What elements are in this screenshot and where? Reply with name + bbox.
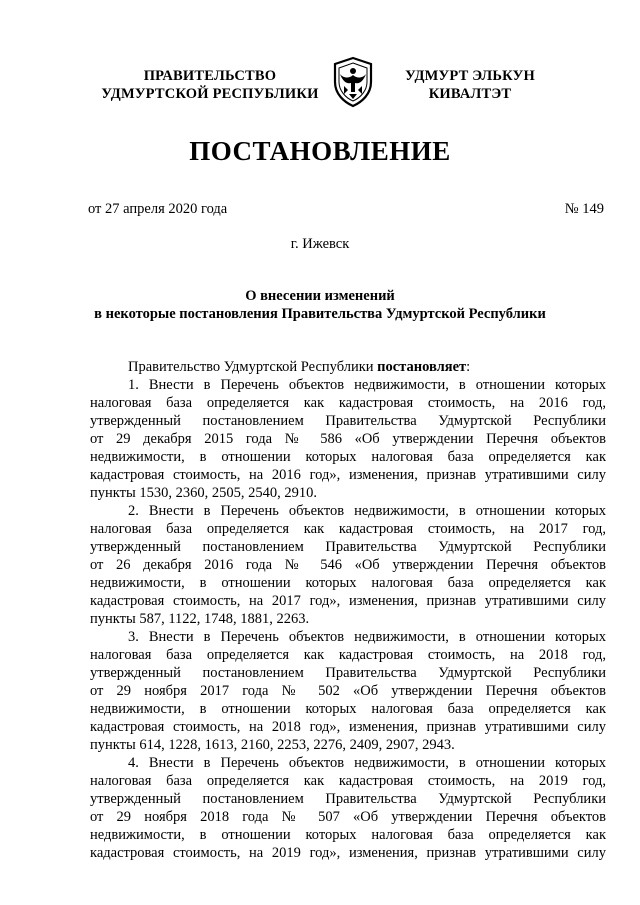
items-container [90, 376, 606, 862]
paragraph-line: утвержденный постановлением Правительства Удмуртской Республики [90, 791, 606, 807]
paragraph-line: кадастровая стоимость, на 2017 год», изменения, признав утратившими силу [90, 593, 606, 609]
paragraph-line: пункты 587, 1122, 1748, 1881, 2263. [90, 611, 310, 627]
title-line: в некоторые постановления Правительства Удмуртской Республики [94, 306, 546, 322]
paragraph-line: утвержденный постановлением Правительства Удмуртской Республики [90, 539, 606, 555]
paragraph-line: налоговая база определяется как кадастровая стоимость, на 2016 год, [90, 395, 606, 411]
intro-paragraph [90, 358, 606, 376]
document-type: ПОСТАНОВЛЕНИЕ [189, 136, 451, 166]
document-title [0, 287, 640, 323]
paragraph-line: 3. Внести в Перечень объектов недвижимости, в отношении которых [128, 629, 606, 645]
paragraph-line: 4. Внести в Перечень объектов недвижимости, в отношении которых [128, 755, 606, 771]
intro-text: Правительство Удмуртской Республики [128, 359, 378, 375]
item-paragraph-1 [90, 376, 606, 502]
document-body [90, 358, 606, 862]
paragraph-line: недвижимости, в отношении которых налоговая база определяется как [90, 575, 606, 591]
paragraph-line: налоговая база определяется как кадастровая стоимость, на 2019 год, [90, 773, 606, 789]
paragraph-line: кадастровая стоимость, на 2019 год», изменения, признав утратившими силу [90, 845, 606, 861]
document-number: № 149 [564, 201, 604, 217]
title-line: О внесении изменений [245, 288, 395, 304]
org-name-line: КИВАЛТЭТ [428, 86, 512, 102]
org-name-line: УДМУРТСКОЙ РЕСПУБЛИКИ [101, 86, 319, 102]
paragraph-line: недвижимости, в отношении которых налоговая база определяется как [90, 827, 606, 843]
paragraph-line: от 29 ноября 2017 года № 502 «Об утверждении Перечня объектов [90, 683, 606, 699]
paragraph-line: налоговая база определяется как кадастровая стоимость, на 2018 год, [90, 647, 606, 663]
item-paragraph-2 [90, 502, 606, 628]
paragraph-line: недвижимости, в отношении которых налоговая база определяется как [90, 701, 606, 717]
paragraph-line: утвержденный постановлением Правительства Удмуртской Республики [90, 665, 606, 681]
paragraph-line: недвижимости, в отношении которых налоговая база определяется как [90, 449, 606, 465]
paragraph-line: кадастровая стоимость, на 2018 год», изменения, признав утратившими силу [90, 719, 606, 735]
org-name-russian [80, 67, 340, 103]
org-name-line: УДМУРТ ЭЛЬКУН [405, 68, 535, 84]
paragraph-line: от 26 декабря 2016 года № 546 «Об утверждении Перечня объектов [90, 557, 606, 573]
document-city: г. Ижевск [290, 236, 350, 252]
paragraph-line: пункты 614, 1228, 1613, 2160, 2253, 2276, 2409, 2907, 2943. [90, 737, 455, 753]
paragraph-line: от 29 декабря 2015 года № 586 «Об утверждении Перечня объектов [90, 431, 606, 447]
paragraph-line: налоговая база определяется как кадастровая стоимость, на 2017 год, [90, 521, 606, 537]
item-paragraph-3 [90, 628, 606, 754]
intro-bold-word: постановляет [377, 359, 467, 375]
paragraph-line: 2. Внести в Перечень объектов недвижимости, в отношении которых [128, 503, 606, 519]
paragraph-line: 1. Внести в Перечень объектов недвижимости, в отношении которых [128, 377, 606, 393]
document-date: от 27 апреля 2020 года [88, 201, 228, 217]
item-paragraph-4 [90, 754, 606, 862]
coat-of-arms-icon [331, 56, 375, 108]
paragraph-line: от 29 ноября 2018 года № 507 «Об утверждении Перечня объектов [90, 809, 606, 825]
paragraph-line: кадастровая стоимость, на 2016 год», изменения, признав утратившими силу [90, 467, 606, 483]
paragraph-line: пункты 1530, 2360, 2505, 2540, 2910. [90, 485, 317, 501]
org-name-udmurt [375, 67, 565, 103]
paragraph-line: утвержденный постановлением Правительства Удмуртской Республики [90, 413, 606, 429]
org-name-line: ПРАВИТЕЛЬСТВО [143, 68, 277, 84]
intro-tail: : [466, 359, 471, 375]
